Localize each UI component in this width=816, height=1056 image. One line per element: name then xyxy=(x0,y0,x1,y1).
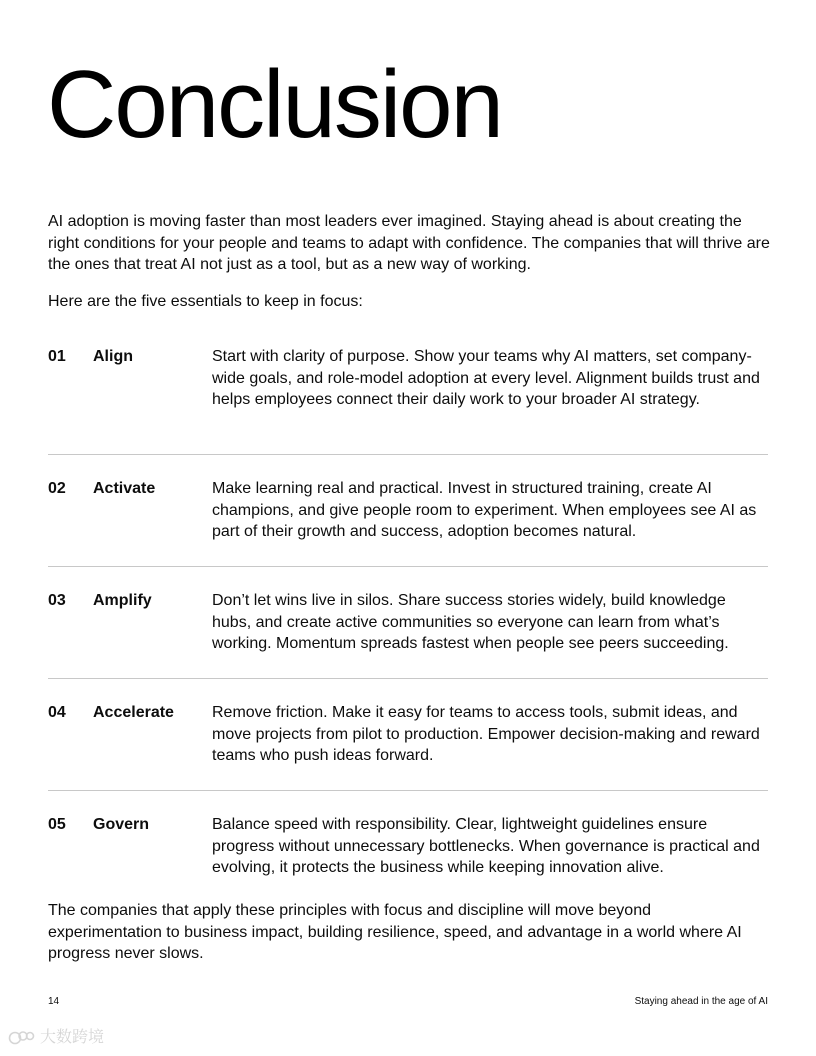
essential-number: 03 xyxy=(48,592,66,609)
essential-name: Activate xyxy=(93,480,156,497)
essential-name: Accelerate xyxy=(93,704,174,721)
essential-description: Make learning real and practical. Invest in structured training, create AI champions, and give people room to experiment. When employees see AI as part of their growth and success, adoption becomes natural. xyxy=(212,480,757,540)
footer-document-title: Staying ahead in the age of AI xyxy=(634,996,768,1007)
watermark-logo-icon xyxy=(8,1029,36,1047)
intro-paragraph: AI adoption is moving faster than most leaders ever imagined. Staying ahead is about creating the right conditions for your people and teams to adapt with confidence. The companies that will thrive are the ones that treat AI not just as a tool, but as a new way of working. xyxy=(48,213,770,273)
essential-number: 05 xyxy=(48,816,66,833)
essential-number: 01 xyxy=(48,348,66,365)
closing-paragraph: The companies that apply these principles with focus and discipline will move beyond experimentation to business impact, building resilience, speed, and advantage in a world where AI progress never slows. xyxy=(48,902,742,962)
essential-row-activate xyxy=(48,455,768,567)
essential-row-amplify xyxy=(48,567,768,679)
essential-description: Don’t let wins live in silos. Share success stories widely, build knowledge hubs, and create active communities so everyone can learn from what’s working. Momentum spreads fastest when people see peers succeeding. xyxy=(212,592,729,652)
essential-description: Start with clarity of purpose. Show your teams why AI matters, set company-wide goals, and role-model adoption at every level. Alignment builds trust and helps employees connect their daily work to your broader AI strategy. xyxy=(212,348,760,408)
essential-number: 04 xyxy=(48,704,66,721)
watermark-text: 大数跨境 xyxy=(40,1029,105,1046)
essential-row-govern xyxy=(48,791,768,902)
watermark xyxy=(8,1028,104,1048)
essential-number: 02 xyxy=(48,480,66,497)
essential-name: Amplify xyxy=(93,592,152,609)
essential-name: Govern xyxy=(93,816,150,833)
footer-page-number: 14 xyxy=(48,996,60,1007)
essential-row-accelerate xyxy=(48,679,768,791)
lead-sentence: Here are the five essentials to keep in focus: xyxy=(48,293,363,310)
essential-description: Remove friction. Make it easy for teams to access tools, submit ideas, and move projects from pilot to production. Empower decision-making and reward teams who push ideas forward. xyxy=(212,704,760,764)
essential-row-align xyxy=(48,334,768,455)
essential-name: Align xyxy=(93,348,133,365)
essential-description: Balance speed with responsibility. Clear, lightweight guidelines ensure progress without unnecessary bottlenecks. When governance is practical and evolving, it protects the business while keeping innovation alive. xyxy=(212,816,760,876)
page-title: Conclusion xyxy=(47,51,502,158)
essentials-list xyxy=(48,334,768,902)
